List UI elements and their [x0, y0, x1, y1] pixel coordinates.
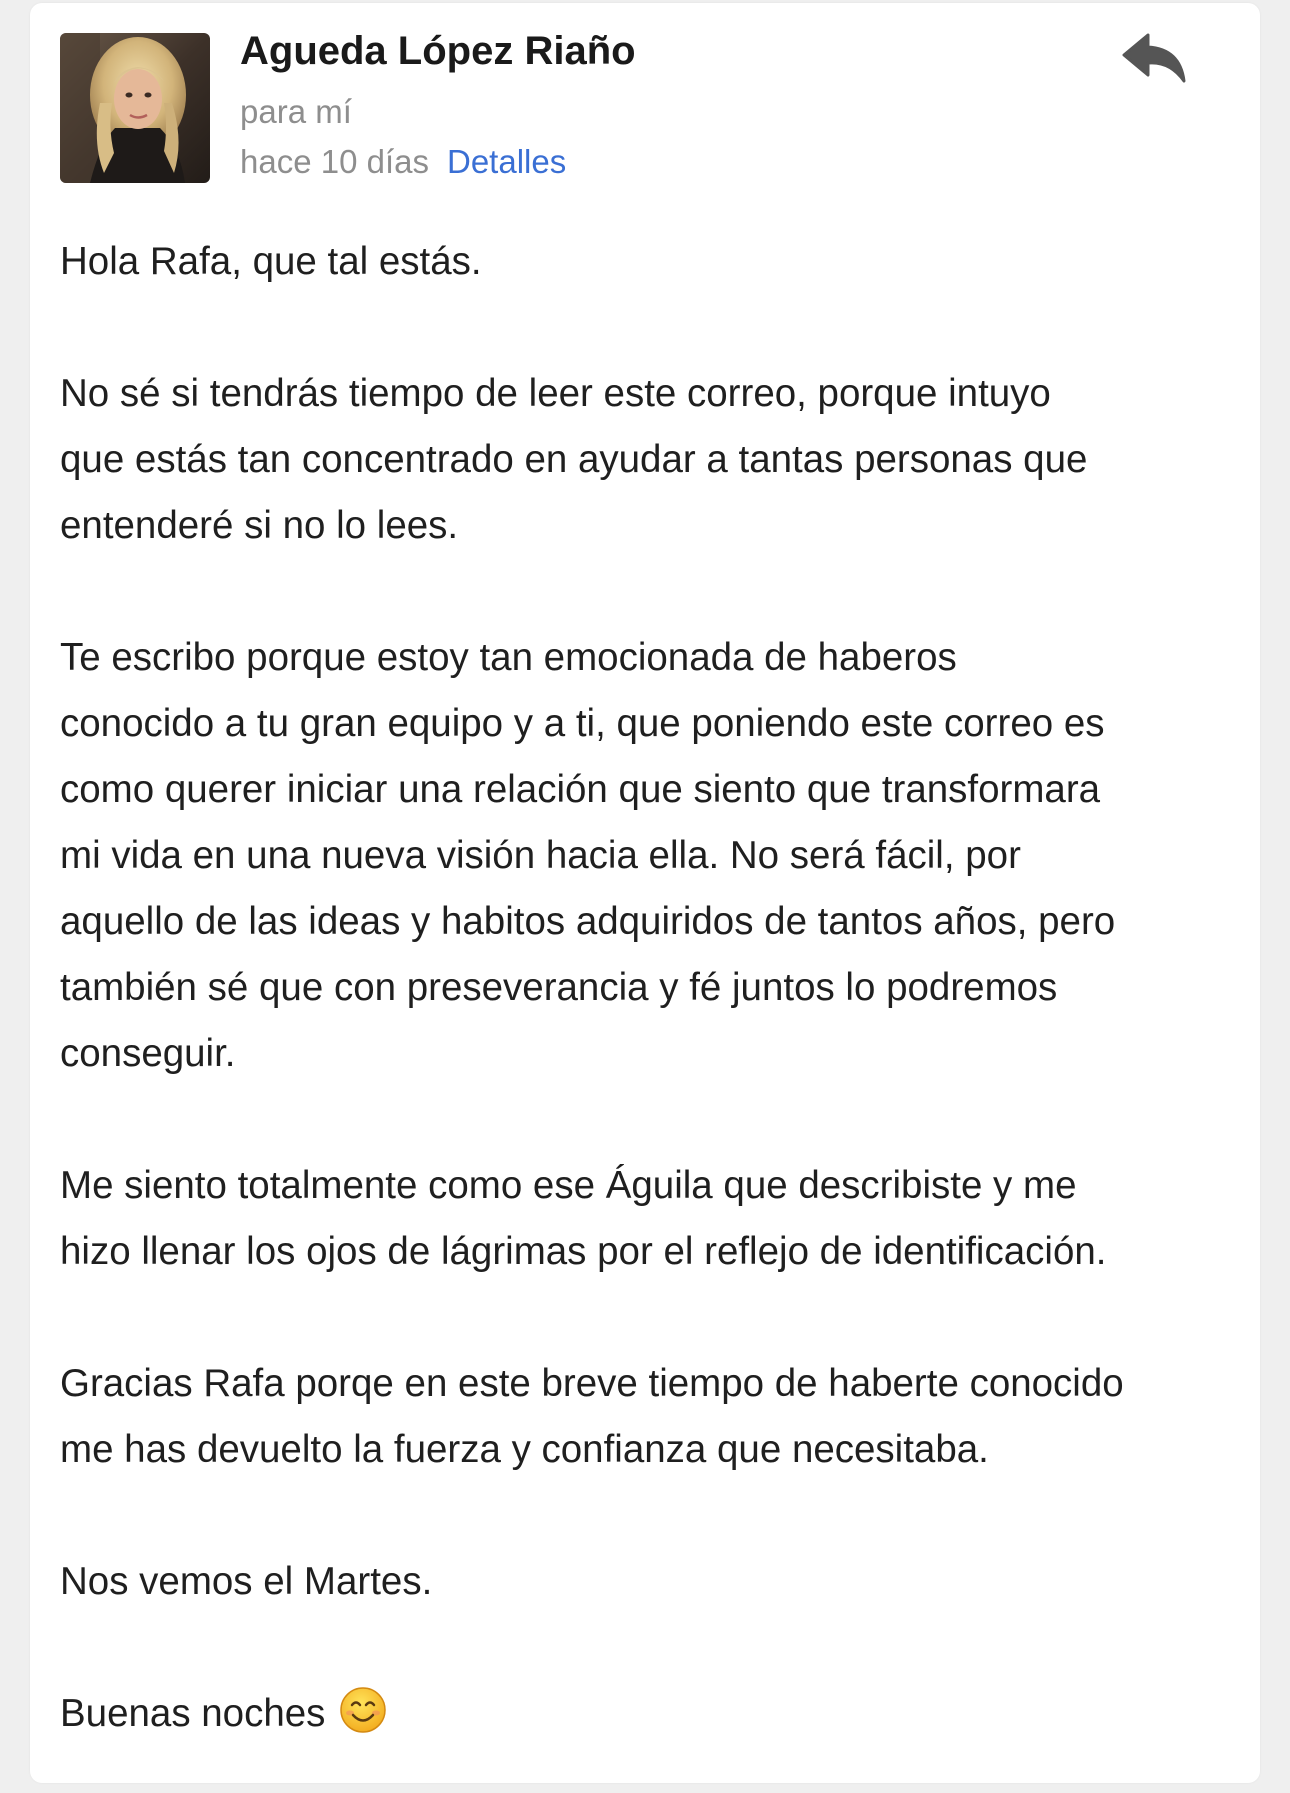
body-paragraph: [60, 361, 1245, 559]
sender-avatar[interactable]: [60, 33, 210, 183]
body-line: hizo llenar los ojos de lágrimas por el reflejo de identificación.: [60, 1230, 1107, 1273]
reply-arrow-icon: [1120, 31, 1190, 87]
body-line: Hola Rafa, que tal estás.: [60, 240, 482, 283]
body-paragraph: [60, 1681, 1245, 1747]
email-card: [30, 3, 1260, 1783]
body-line: Te escribo porque estoy tan emocionada de haberos: [60, 636, 957, 679]
body-line: como querer iniciar una relación que siento que transformara: [60, 768, 1101, 811]
body-paragraph: [60, 625, 1245, 1087]
body-line: aquello de las ideas y habitos adquiridos de tantos años, pero: [60, 900, 1116, 943]
meta-row: [240, 143, 566, 181]
body-line: entenderé si no lo lees.: [60, 504, 459, 547]
email-body: [60, 229, 1245, 1747]
recipient-label: para mí: [240, 93, 352, 130]
sender-name: Agueda López Riaño: [240, 29, 636, 73]
body-paragraph: [60, 229, 1245, 295]
body-paragraph: [60, 1549, 1245, 1615]
body-line: que estás tan concentrado en ayudar a tantas personas que: [60, 438, 1088, 481]
smiling-face-emoji-icon: [339, 1686, 387, 1734]
body-line: No sé si tendrás tiempo de leer este correo, porque intuyo: [60, 372, 1051, 415]
body-line: mi vida en una nueva visión hacia ella. No será fácil, por: [60, 834, 1021, 877]
body-line: conseguir.: [60, 1032, 236, 1075]
timestamp: hace 10 días: [240, 143, 429, 180]
body-paragraph: [60, 1153, 1245, 1285]
body-line: me has devuelto la fuerza y confianza que necesitaba.: [60, 1428, 989, 1471]
body-line: Gracias Rafa porqe en este breve tiempo de haberte conocido: [60, 1362, 1124, 1405]
body-line: también sé que con preseverancia y fé juntos lo podremos: [60, 966, 1058, 1009]
details-link[interactable]: Detalles: [446, 143, 567, 180]
reply-button[interactable]: [1120, 31, 1190, 87]
body-line: Buenas noches: [60, 1692, 326, 1735]
body-line: Nos vemos el Martes.: [60, 1560, 433, 1603]
body-line: Me siento totalmente como ese Águila que describiste y me: [60, 1164, 1077, 1207]
body-paragraph: [60, 1351, 1245, 1483]
body-line: conocido a tu gran equipo y a ti, que poniendo este correo es: [60, 702, 1105, 745]
